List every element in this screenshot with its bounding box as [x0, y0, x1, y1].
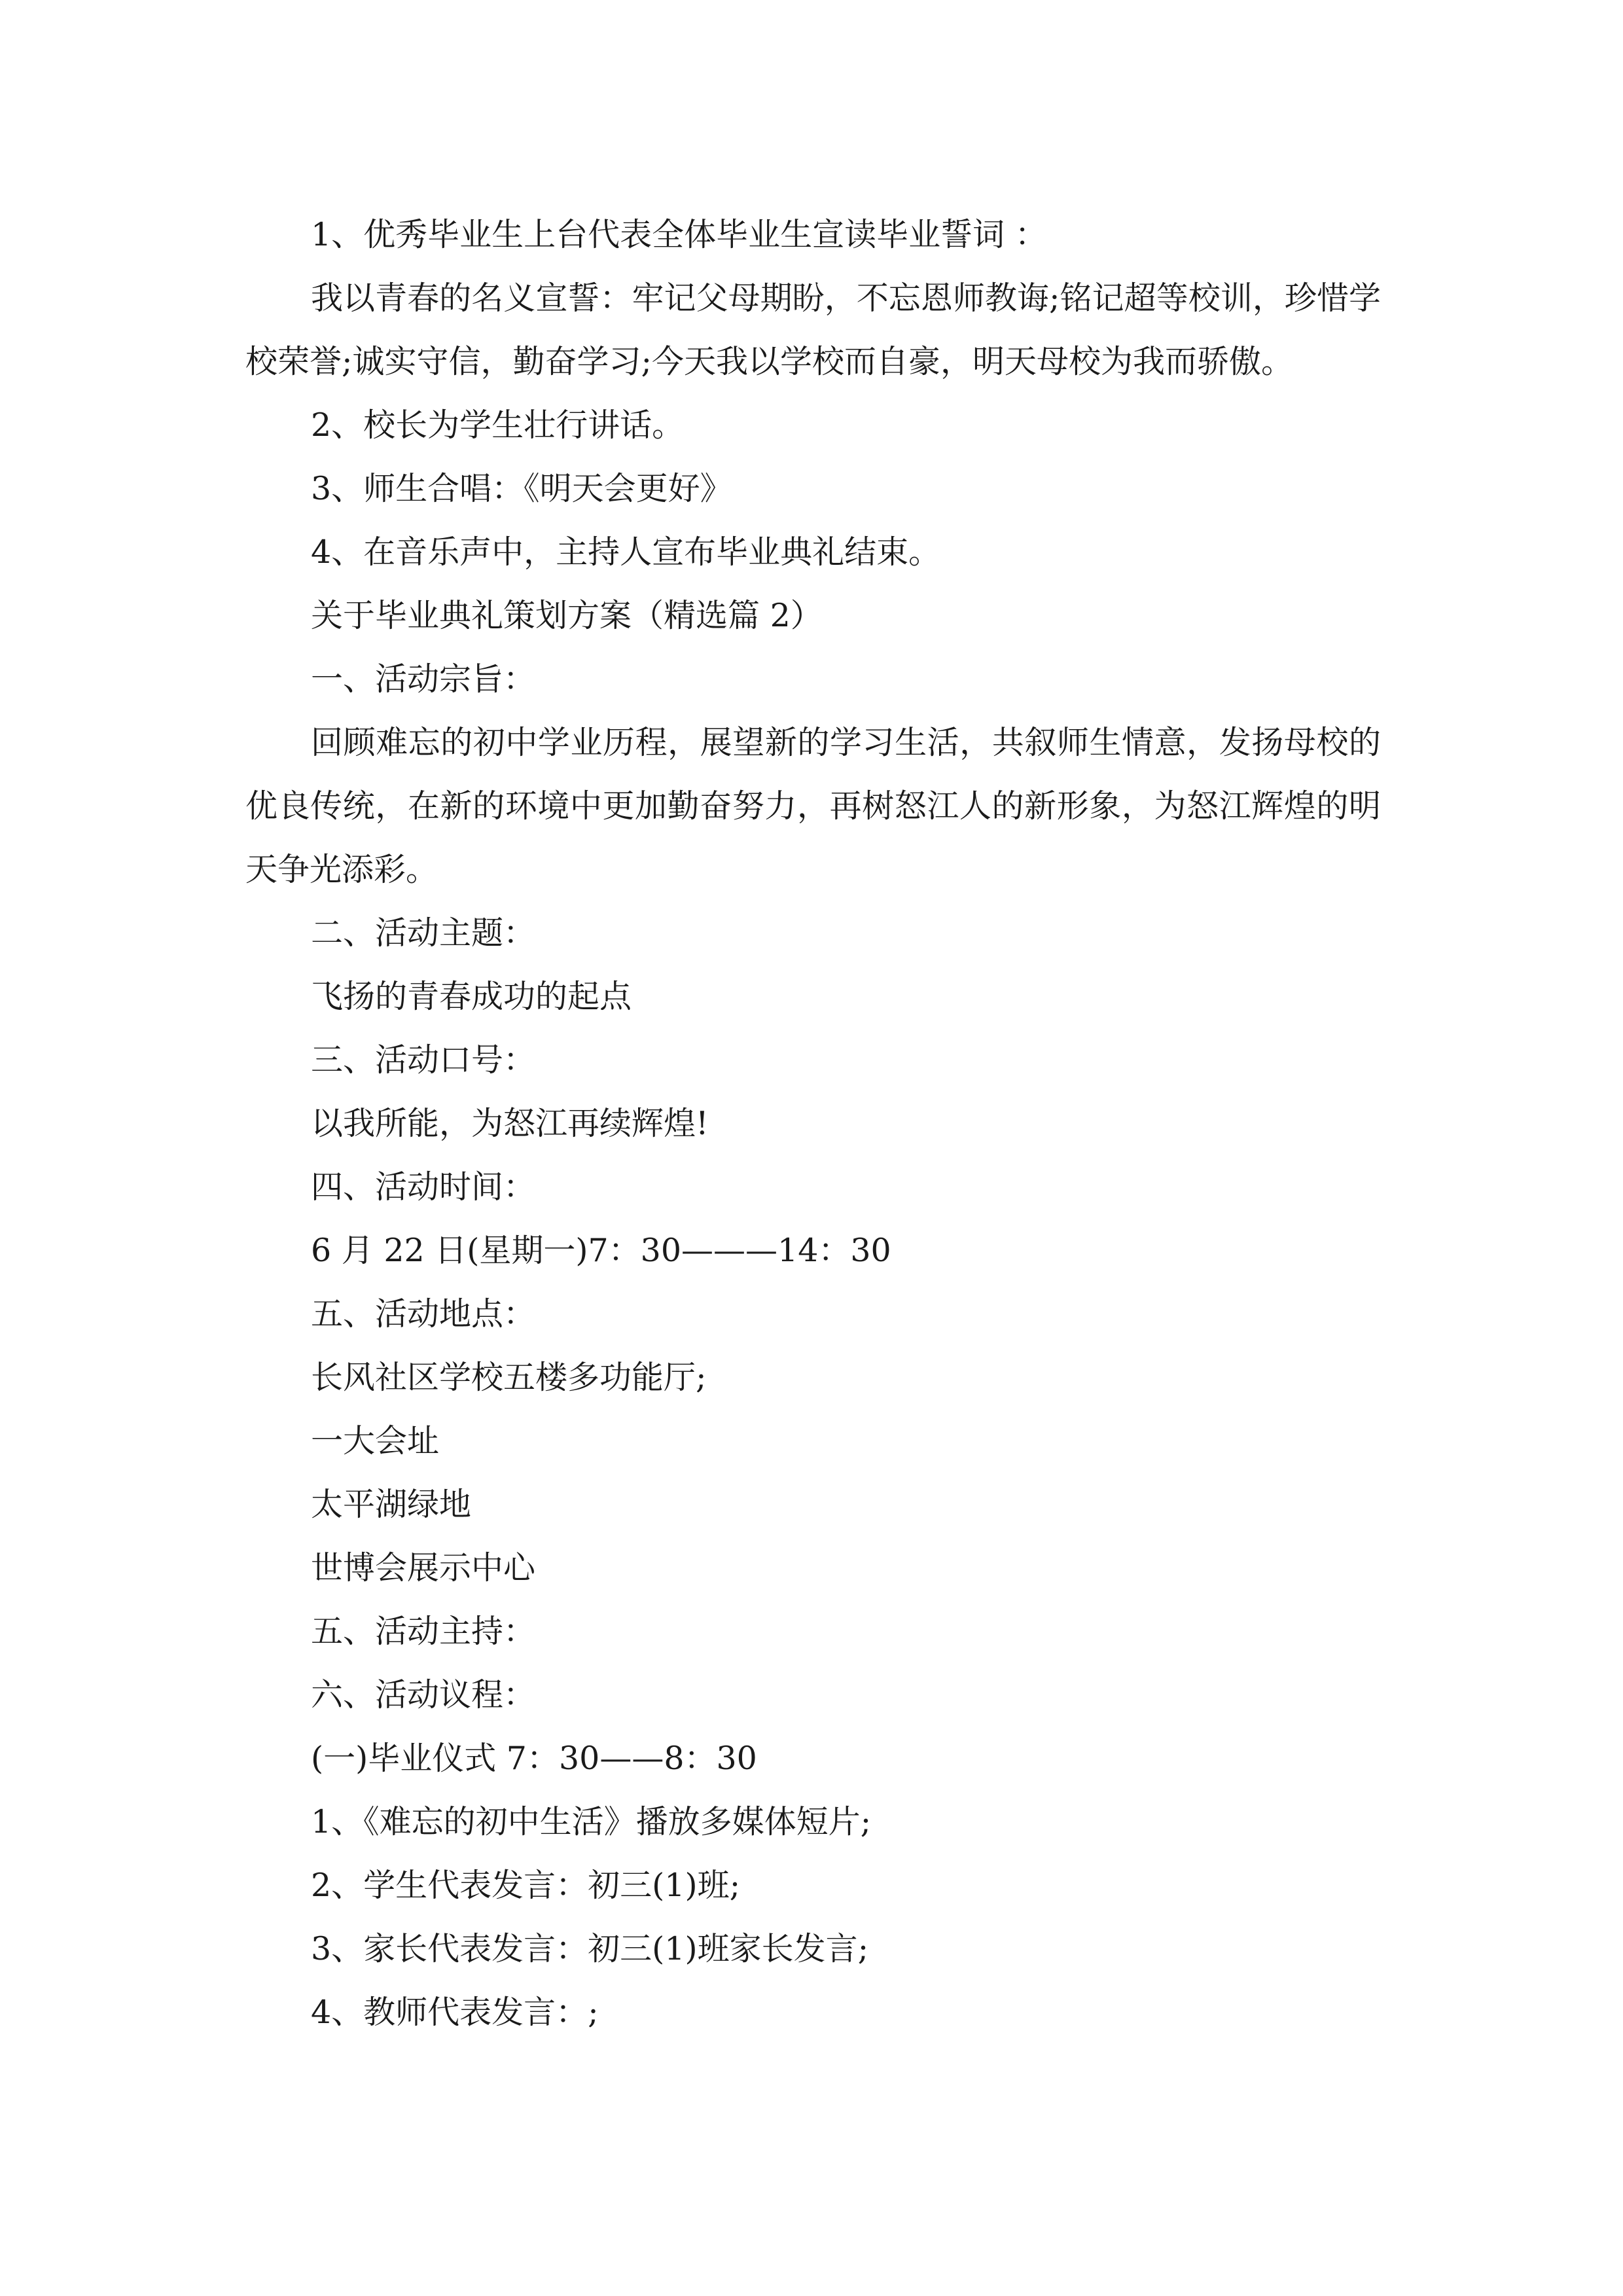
heading: 二、活动主题：	[311, 914, 536, 952]
text-line: 飞扬的青春成功的起点	[311, 978, 632, 1015]
heading: 三、活动口号：	[311, 1041, 536, 1079]
heading: 四、活动时间：	[311, 1168, 536, 1206]
text-line: (一)毕业仪式 7：30——8：30	[311, 1740, 757, 1777]
section-title: 关于毕业典礼策划方案（精选篇 2）	[311, 597, 823, 634]
document-body	[245, 203, 1381, 2044]
text-line: 世博会展示中心	[311, 1549, 536, 1587]
text-line: 2、学生代表发言：初三(1)班;	[311, 1867, 741, 1904]
text-line: 一大会址	[311, 1422, 440, 1460]
text-line: 6 月 22 日(星期一)7：30———14：30	[311, 1232, 891, 1269]
text-line: 4、教师代表发言：;	[311, 1994, 599, 2031]
text-line: 太平湖绿地	[311, 1486, 472, 1523]
text-line: 4、在音乐声中，主持人宣布毕业典礼结束。	[311, 533, 941, 571]
heading: 六、活动议程：	[311, 1676, 536, 1713]
text-line: 1、优秀毕业生上台代表全体毕业生宣读毕业誓词 ：	[311, 216, 1047, 253]
text-line: 长风社区学校五楼多功能厅;	[311, 1359, 707, 1396]
heading: 一、活动宗旨：	[311, 660, 536, 698]
text-line: 1、《难忘的初中生活》播放多媒体短片;	[311, 1803, 872, 1840]
text-line: 以我所能，为怒江再续辉煌!	[311, 1105, 709, 1142]
text-line: 2、校长为学生壮行讲话。	[311, 406, 685, 444]
text-line: 3、师生合唱：《明天会更好》	[311, 470, 732, 507]
paragraph: 回顾难忘的初中学业历程，展望新的学习生活，共叙师生情意，发扬母校的优良传统，在新的环境中更加勤奋努力，再树怒江人的新形象，为怒江辉煌的明天争光添彩。	[245, 724, 1381, 888]
text-line: 3、家长代表发言：初三(1)班家长发言;	[311, 1930, 869, 1967]
heading: 五、活动主持：	[311, 1613, 536, 1650]
paragraph: 我以青春的名义宣誓：牢记父母期盼，不忘恩师教诲;铭记超等校训，珍惜学校荣誉;诚实守信，勤奋学习;今天我以学校而自豪，明天母校为我而骄傲。	[245, 279, 1381, 380]
heading: 五、活动地点：	[311, 1295, 536, 1333]
